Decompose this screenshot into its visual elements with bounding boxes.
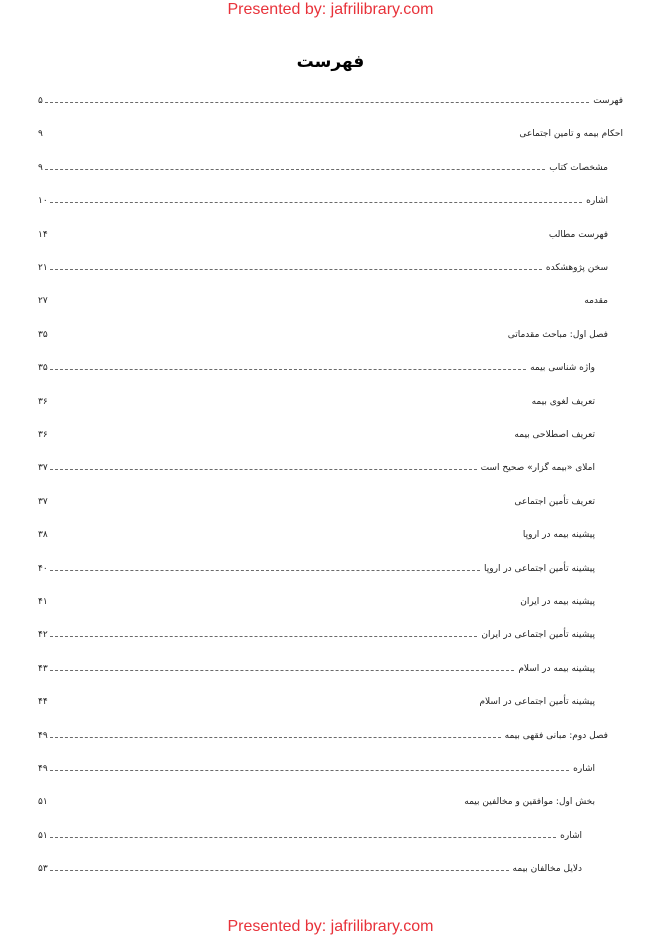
toc-entry[interactable]: [0, 560, 661, 578]
toc-entry[interactable]: [0, 259, 661, 277]
toc-leader: [50, 202, 582, 203]
toc-leader: [50, 570, 480, 571]
toc-entry[interactable]: [0, 192, 661, 210]
toc-entry-page: ۳۵: [38, 329, 48, 340]
toc-entry-page: ۵: [38, 96, 43, 106]
toc-entry-title: پیشینه تأمین اجتماعی در اروپا: [484, 563, 595, 574]
toc-entry-title: املای «بیمه گزار» صحیح است: [480, 463, 595, 474]
toc-entry-page: ۳۷: [38, 496, 48, 507]
toc-entry[interactable]: [0, 493, 661, 511]
toc-entry[interactable]: [0, 459, 661, 477]
toc-entry-title: پیشینه تأمین اجتماعی در ایران: [481, 630, 595, 641]
page-title: فهرست: [296, 52, 365, 72]
toc-entry-page: ۵۱: [38, 830, 48, 841]
toc-entry[interactable]: [0, 626, 661, 644]
toc-entry-page: ۴۹: [38, 764, 48, 774]
toc-entry-page: ۱۴: [38, 229, 48, 240]
toc-entry[interactable]: [0, 526, 661, 544]
table-of-contents: [0, 92, 661, 892]
toc-entry[interactable]: [0, 760, 661, 778]
toc-entry[interactable]: [0, 326, 661, 344]
toc-entry-title: پیشینه بیمه در ایران: [520, 597, 595, 607]
toc-entry-page: ۳۷: [38, 463, 48, 474]
toc-entry-page: ۲۷: [38, 296, 48, 307]
toc-entry-page: ۳۶: [38, 430, 48, 440]
toc-entry[interactable]: [0, 226, 661, 244]
toc-entry-title: اشاره: [560, 830, 582, 841]
toc-entry[interactable]: [0, 793, 661, 811]
toc-leader: [45, 102, 589, 103]
toc-entry-page: ۴۲: [38, 630, 48, 641]
toc-entry-title: فصل اول: مباحث مقدماتی: [507, 329, 608, 340]
toc-entry-page: ۵۳: [38, 864, 48, 875]
toc-entry-title: احکام بیمه و تامین اجتماعی: [519, 129, 623, 140]
toc-entry[interactable]: [0, 359, 661, 377]
toc-entry-page: ۳۶: [38, 396, 48, 407]
toc-entry-page: ۴۰: [38, 563, 48, 574]
toc-entry-page: ۱۰: [38, 196, 48, 207]
toc-entry-page: ۳۸: [38, 530, 48, 541]
toc-entry-title: مقدمه: [584, 296, 608, 307]
footer-banner[interactable]: Presented by: jafrilibrary.com: [227, 918, 434, 935]
toc-entry-title: تعریف تأمین اجتماعی: [514, 496, 595, 507]
header-banner[interactable]: Presented by: jafrilibrary.com: [227, 1, 434, 18]
toc-leader: [50, 770, 569, 771]
toc-entry-title: مشخصات کتاب: [549, 162, 608, 173]
toc-entry[interactable]: [0, 660, 661, 678]
toc-entry-page: ۹: [38, 129, 43, 140]
toc-entry[interactable]: [0, 159, 661, 177]
toc-leader: [50, 369, 526, 370]
toc-entry-title: سخن پژوهشکده: [545, 263, 608, 273]
toc-leader: [50, 837, 556, 838]
toc-entry[interactable]: [0, 125, 661, 143]
toc-entry-title: دلایل مخالفان بیمه: [512, 864, 582, 875]
toc-entry-page: ۴۴: [38, 697, 48, 708]
toc-entry[interactable]: [0, 393, 661, 411]
toc-entry-title: بخش اول: موافقین و مخالفین بیمه: [464, 797, 595, 808]
toc-leader: [50, 636, 477, 637]
toc-entry-page: ۳۵: [38, 363, 48, 374]
toc-entry-title: پیشینه بیمه در اروپا: [522, 530, 595, 541]
toc-entry[interactable]: [0, 827, 661, 845]
toc-leader: [45, 169, 545, 170]
toc-entry-page: ۴۳: [38, 663, 48, 674]
toc-entry[interactable]: [0, 426, 661, 444]
toc-leader: [50, 870, 509, 871]
toc-leader: [50, 269, 542, 270]
toc-entry-title: تعریف اصطلاحی بیمه: [514, 430, 595, 440]
toc-entry-title: فهرست: [593, 96, 623, 106]
toc-entry-title: فهرست مطالب: [548, 229, 608, 240]
toc-entry-page: ۵۱: [38, 797, 48, 808]
toc-entry[interactable]: [0, 292, 661, 310]
toc-entry-page: ۴۱: [38, 597, 48, 607]
toc-entry-title: تعریف لغوی بیمه: [531, 396, 595, 407]
toc-entry[interactable]: [0, 860, 661, 878]
toc-entry-page: ۹: [38, 162, 43, 173]
toc-entry-title: اشاره: [573, 764, 595, 774]
toc-entry-title: پیشینه تأمین اجتماعی در اسلام: [479, 697, 595, 708]
toc-entry-title: اشاره: [586, 196, 608, 207]
toc-entry-title: فصل دوم: مبانی فقهی بیمه: [504, 730, 608, 741]
toc-entry[interactable]: [0, 693, 661, 711]
toc-entry[interactable]: [0, 92, 661, 110]
toc-entry-title: پیشینه بیمه در اسلام: [518, 663, 595, 674]
toc-leader: [50, 469, 477, 470]
toc-entry-title: واژه شناسی بیمه: [530, 363, 595, 374]
toc-entry[interactable]: [0, 593, 661, 611]
toc-entry-page: ۲۱: [38, 263, 48, 273]
toc-entry-page: ۴۹: [38, 730, 48, 741]
toc-entry[interactable]: [0, 727, 661, 745]
toc-leader: [50, 670, 514, 671]
toc-leader: [50, 737, 501, 738]
